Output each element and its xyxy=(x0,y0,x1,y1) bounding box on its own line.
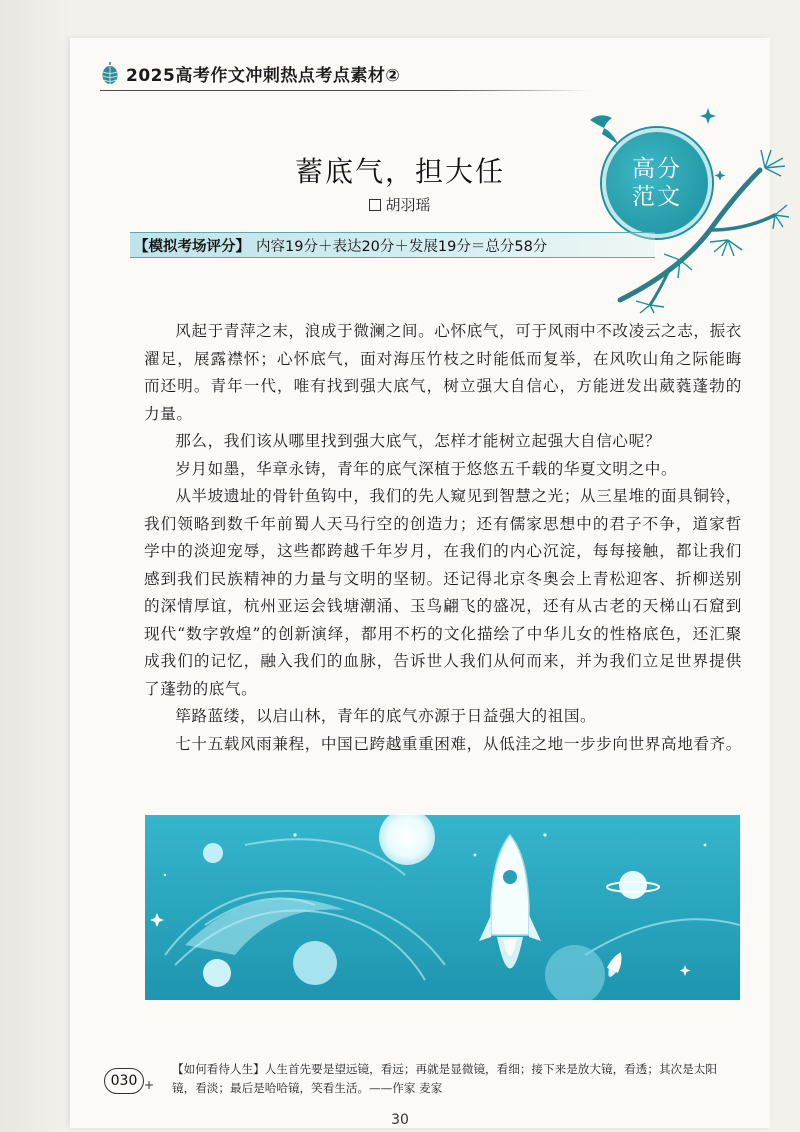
header-rule xyxy=(100,90,590,91)
badge-line-2: 范文 xyxy=(632,184,682,210)
essay-body xyxy=(144,318,742,758)
paragraph: 岁月如墨，华章永铸，青年的底气深植于悠悠五千载的华夏文明之中。 xyxy=(175,459,678,478)
running-header xyxy=(100,58,400,88)
paragraph: 从半坡遗址的骨针鱼钩中，我们的先人窥见到智慧之光；从三星堆的面具铜铃，我们领略到数千年前蜀人天马行空的创造力；还有儒家思想中的君子不争，道家哲学中的淡迎宠辱，这些都跨越千年岁月，在我们的内心沉淀，每每接触，都让我们感到我们民族精神的力量与文明的坚韧。还记得北京冬奥会上青松迎客、折柳送别的深情厚谊，杭州亚运会钱塘潮涌、玉鸟翩飞的盛况，还有从古老的天梯山石窟到现代“数字敦煌”的创新演绎，都用不朽的文化描绘了中华儿女的性格底色，还汇聚成我们的记忆，融入我们的血脉，告诉世人我们从何而来，并为我们立足世界提供了蓬勃的底气。 xyxy=(144,487,742,698)
score-value: 内容19分＋表达20分＋发展19分＝总分58分 xyxy=(256,238,548,255)
quote-text: 人生首先要是望远镜，看远；再就是显微镜，看细；接下来是放大镜，看透；其次是太阳镜，看淡；最后是哈哈镜，笑看生活。——作家 麦家 xyxy=(172,1062,717,1095)
badge-line-1: 高分 xyxy=(632,156,682,182)
author-name: 胡羽瑶 xyxy=(385,196,431,214)
header-title: 2025高考作文冲刺热点考点素材② xyxy=(126,65,401,86)
paragraph: 筚路蓝缕，以启山林，青年的底气亦源于日益强大的祖国。 xyxy=(175,707,597,725)
pinecone-icon xyxy=(100,61,120,85)
paragraph: 那么，我们该从哪里找到强大底气，怎样才能树立起强大自信心呢？ xyxy=(175,432,662,450)
plus-icon: + xyxy=(144,1078,155,1092)
page-number: 30 xyxy=(391,1112,409,1128)
essay-title: 蓄底气，担大任 xyxy=(294,155,505,188)
paragraph: 七十五载风雨兼程，中国已跨越重重困难，从低洼之地一步步向世界高地看齐。 xyxy=(175,734,742,753)
space-rocket-illustration xyxy=(145,815,740,1000)
paragraph: 风起于青萍之末，浪成于微澜之间。心怀底气，可于风雨中不改凌云之志，振衣濯足，展露襟怀；心怀底气，面对海压竹枝之时能低而复举，在风吹山角之际能晦而还明。青年一代，唯有找到强大底气，树立强大自信心，方能迸发出葳蕤蓬勃的力量。 xyxy=(144,322,742,423)
footer-quote xyxy=(172,1060,740,1098)
quote-label: 【如何看待人生】 xyxy=(172,1062,265,1076)
score-label: 【模拟考场评分】 xyxy=(134,238,250,255)
essay-author xyxy=(0,194,800,215)
score-bar xyxy=(130,232,655,258)
author-box-icon xyxy=(369,199,381,211)
page-badge: 030 xyxy=(104,1068,144,1094)
